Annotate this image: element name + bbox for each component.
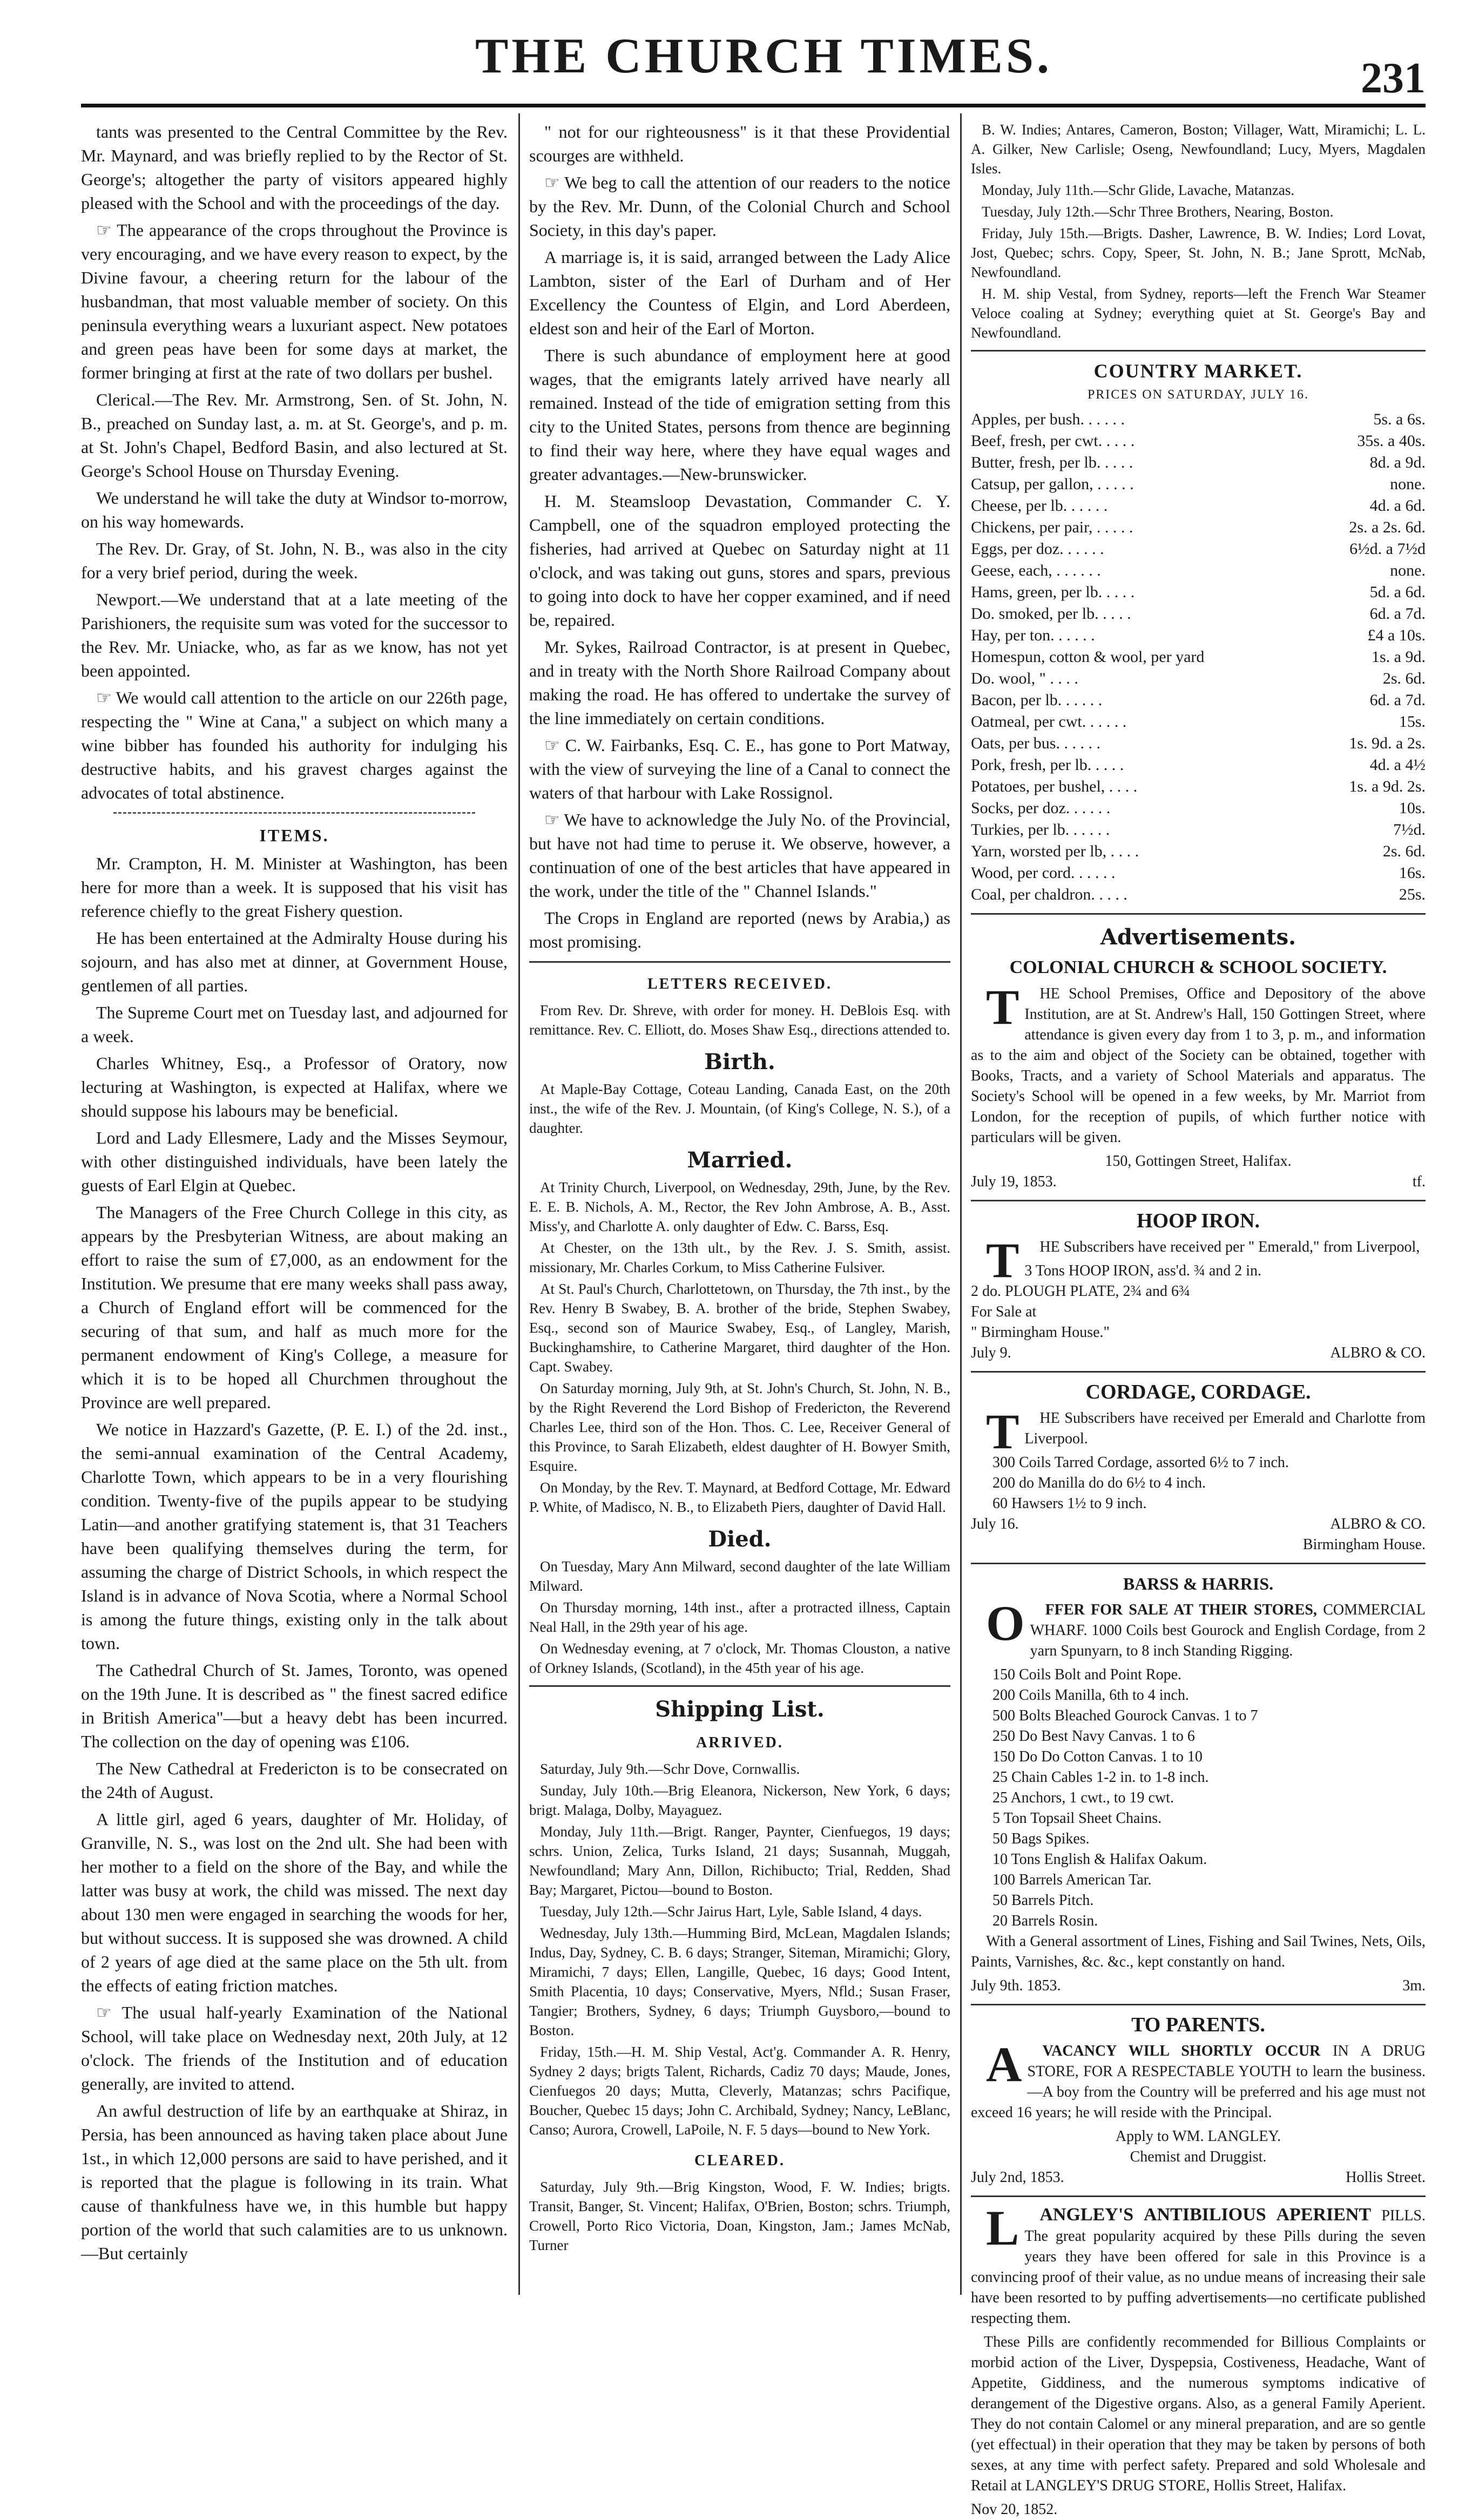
cleared-text: Saturday, July 9th.—Brig Kingston, Wood, F. W. Indies; brigts. Transit, Banger, St. Vincent; Halifax, O'Brien, Boston; schrs. Triumph, Crowell, Porto Rico Victoria, Doan, Kingston, Jam.; James McNab, Turner <box>529 2179 950 2253</box>
market-row <box>971 582 1426 603</box>
column-1-paragraphs <box>81 120 508 805</box>
parents-headline: VACANCY WILL SHORTLY OCCUR <box>1042 2043 1321 2059</box>
barss-line: 5 Ton Topsail Sheet Chains. <box>992 1810 1162 1827</box>
barss-line: 100 Barrels American Tar. <box>992 1872 1152 1888</box>
market-price: £4 a 10s. <box>1367 626 1426 644</box>
barss-advert <box>971 1572 1426 1996</box>
marriage-notice: On Monday, by the Rev. T. Maynard, at Bedford Cottage, Mr. Edward P. White, of Madisco, N. B., to Elizabeth Piers, daughter of David Hall. <box>529 1479 950 1515</box>
market-row <box>971 754 1426 776</box>
market-price: 7½d. <box>1393 821 1426 839</box>
cordage-line: 200 do Manilla do do 6½ to 4 inch. <box>992 1475 1206 1491</box>
item-paragraph: The New Cathedral at Fredericton is to be consecrated on the 24th of August. <box>81 1759 508 1802</box>
shipping-entry: B. W. Indies; Antares, Cameron, Boston; Villager, Watt, Miramichi; L. L. A. Gilker, New Carlisle; Oseng, Newfoundland; Lucy, Myers, Magdalen Isles. <box>971 121 1426 177</box>
shipping-continued <box>971 120 1426 342</box>
column-rule-2 <box>960 113 962 2295</box>
market-item: Do. wool, " . . . . <box>971 670 1078 687</box>
hoop-iron-advert <box>971 1209 1426 1363</box>
market-item: Socks, per doz. . . . . . <box>971 799 1111 817</box>
article-paragraph: ☞ We beg to call the attention of our readers to the notice by the Rev. Mr. Dunn, of the Colonial Church and School Society, in this day's paper. <box>529 173 950 240</box>
divider <box>529 1685 950 1687</box>
item-paragraph: He has been entertained at the Admiralty House during his sojourn, and has also met at dinner, at Government House, gentlemen of all parties. <box>81 928 508 995</box>
barss-line: 10 Tons English & Halifax Oakum. <box>992 1851 1207 1868</box>
cleared-heading: CLEARED. <box>694 2152 785 2169</box>
barss-lines <box>971 1665 1426 1931</box>
market-price: none. <box>1390 475 1426 493</box>
barss-footer: With a General assortment of Lines, Fishing and Sail Twines, Nets, Oils, Paints, Varnishes, &c. &c., kept constantly on hand. <box>971 1933 1426 1970</box>
article-paragraph: ☞ The appearance of the crops throughout the Province is very encouraging, and we have every reason to expect, by the Divine favour, a cheering return for the labour of the husbandman, that most valuable member of society. On this peninsula everything wears a luxuriant aspect. New potatoes and green peas have been for some days at market, the former bringing at first at the rate of two dollars per bushel. <box>81 220 508 382</box>
market-row <box>971 690 1426 711</box>
market-item: Cheese, per lb. . . . . . <box>971 497 1108 515</box>
market-row <box>971 495 1426 517</box>
items-heading: ITEMS. <box>259 826 329 845</box>
market-row <box>971 776 1426 798</box>
article-paragraph: The Crops in England are reported (news by Arabia,) as most promising. <box>529 908 950 951</box>
article-paragraph: Newport.—We understand that at a late meeting of the Parishioners, the requisite sum was voted for the successor to the Rev. Mr. Uniacke, who, as far as we know, has not yet been appointed. <box>81 590 508 680</box>
items-list <box>81 852 508 2265</box>
market-row <box>971 819 1426 841</box>
arrived-list <box>529 1759 950 2139</box>
arrival-entry: Friday, 15th.—H. M. Ship Vestal, Act'g. Commander A. R. Henry, Sydney 2 days; brigts Talent, Richards, Cadiz 70 days; Maude, Jones, Cienfuegos 20 days; Mutta, Cleverly, Matanzas; schrs Pacifique, Boucher, Quebec 15 days; John C. Archibald, Sydney; Nancy, LeBlanc, Canso; Aurora, Crowell, LaPoile, N. F. 5 days—bound to New York. <box>529 2044 950 2138</box>
market-item: Geese, each, . . . . . . <box>971 562 1101 579</box>
article-paragraph: ☞ C. W. Fairbanks, Esq. C. E., has gone to Port Matway, with the view of surveying the line of a Canal to connect the waters of that harbour with Lake Rossignol. <box>529 735 950 802</box>
shipping-entry: Friday, July 15th.—Brigts. Dasher, Lawrence, B. W. Indies; Lord Lovat, Jost, Quebec; schrs. Copy, Speer, St. John, N. B.; Jane Sprott, McNab, Newfoundland. <box>971 225 1426 280</box>
item-paragraph: The Managers of the Free Church College in this city, as appears by the Presbyterian Witness, are about making an effort to raise the sum of £7,000, as an endowment for the Institution. We presume that ere many weeks shall pass away, a Church of England effort will be commenced for the securing of that sum, and half as much more for the permanent endowment of King's College, a measure for which it is to be hoped all Churchmen throughout the Province are well prepared. <box>81 1202 508 1412</box>
cordage-signer: ALBRO & CO. <box>1330 1516 1426 1532</box>
market-price: 6½d. a 7½d <box>1349 540 1426 558</box>
married-heading: Married. <box>687 1147 793 1173</box>
market-item: Pork, fresh, per lb. . . . . <box>971 756 1124 774</box>
drop-cap: A <box>986 2037 1022 2092</box>
market-item: Wood, per cord. . . . . . <box>971 864 1116 882</box>
cordage-signer-place: Birmingham House. <box>1302 1536 1426 1553</box>
market-row <box>971 452 1426 474</box>
market-row <box>971 409 1426 430</box>
divider <box>971 2004 1426 2005</box>
market-row <box>971 603 1426 625</box>
market-row <box>971 474 1426 495</box>
article-paragraph: " not for our righteousness" is it that these Providential scourges are withheld. <box>529 122 950 165</box>
barss-line: 150 Coils Bolt and Point Rope. <box>992 1666 1182 1683</box>
hoop-date: July 9. <box>971 1345 1011 1361</box>
market-price: 35s. a 40s. <box>1357 432 1426 450</box>
barss-line: 250 Do Best Navy Canvas. 1 to 6 <box>992 1728 1195 1745</box>
market-row <box>971 841 1426 862</box>
divider <box>971 2195 1426 2197</box>
marriage-notice: On Saturday morning, July 9th, at St. John's Church, St. John, N. B., by the Right Reverend the Lord Bishop of Fredericton, the Reverend Charles Lee, third son of the Hon. Thos. C. Lee, Receiver General of this Province, to Sarah Elizabeth, eldest daughter of H. Bowyer Smith, Esquire. <box>529 1380 950 1474</box>
barss-tag: 3m. <box>1402 1977 1426 1994</box>
market-item: Chickens, per pair, . . . . . <box>971 518 1133 536</box>
market-item: Oats, per bus. . . . . . <box>971 734 1100 752</box>
arrived-heading: ARRIVED. <box>696 1734 784 1751</box>
barss-line: 20 Barrels Rosin. <box>992 1913 1098 1929</box>
page-number: 231 <box>1361 55 1426 102</box>
market-price: 2s. 6d. <box>1382 842 1426 860</box>
market-subtitle: PRICES ON SATURDAY, JULY 16. <box>1087 388 1309 402</box>
cordage-line: 300 Coils Tarred Cordage, assorted 6½ to 7 inch. <box>992 1454 1289 1471</box>
item-paragraph: Lord and Lady Ellesmere, Lady and the Misses Seymour, with other distinguished individuals, have been lately the guests of Earl Elgin at Quebec. <box>81 1128 508 1195</box>
market-row <box>971 430 1426 452</box>
drop-cap: T <box>986 1233 1019 1288</box>
article-paragraph: We understand he will take the duty at Windsor to-morrow, on his way homewards. <box>81 488 508 531</box>
market-price: 5s. a 6s. <box>1373 410 1426 428</box>
market-row <box>971 733 1426 754</box>
market-price: 8d. a 9d. <box>1369 454 1426 471</box>
item-paragraph: The Supreme Court met on Tuesday last, and adjourned for a week. <box>81 1003 508 1046</box>
market-rows <box>971 409 1426 906</box>
article-paragraph: Clerical.—The Rev. Mr. Armstrong, Sen. of St. John, N. B., preached on Sunday last, a. m. at St. George's, and p. m. at St. John's Chapel, Bedford Basin, and also lectured at St. George's School House on Thursday Evening. <box>81 390 508 481</box>
market-price: 2s. a 2s. 6d. <box>1349 518 1426 536</box>
parents-title: TO PARENTS. <box>1131 2014 1265 2036</box>
market-price: 16s. <box>1399 864 1426 882</box>
shipping-entry: Monday, July 11th.—Schr Glide, Lavache, Matanzas. <box>982 182 1295 198</box>
arrival-entry: Wednesday, July 13th.—Humming Bird, McLean, Magdalen Islands; Indus, Day, Sydney, C. B. 6 days; Stranger, Siteman, Miramichi; Glory, Miramichi, 7 days; Ellen, Langille, Quebec, 16 days; Good Intent, Smith Placentia, 10 days; Conservative, Myers, Nfld.; Susan Fraser, Tangier; Brothers, Sydney, 6 days; Triumph Guysboro,—bound to Boston. <box>529 1925 950 2038</box>
market-price: 1s. a 9d. <box>1372 648 1426 666</box>
ccss-title: COLONIAL CHURCH & SCHOOL SOCIETY. <box>1009 957 1387 977</box>
cordage-advert <box>971 1380 1426 1555</box>
parents-place: Hollis Street. <box>1346 2169 1426 2186</box>
divider <box>971 1563 1426 1564</box>
died-list <box>529 1557 950 1678</box>
column-2-paragraphs <box>529 120 950 954</box>
shipping-entry: Tuesday, July 12th.—Schr Three Brothers, Nearing, Boston. <box>982 204 1334 220</box>
market-row <box>971 538 1426 560</box>
column-rule-1 <box>518 113 520 2295</box>
item-paragraph: The Cathedral Church of St. James, Toronto, was opened on the 19th June. It is described as " the finest sacred edifice in British America"—but a heavy debt has been incurred. The collection on the day of opening was £106. <box>81 1660 508 1751</box>
market-item: Beef, fresh, per cwt. . . . . <box>971 432 1135 450</box>
market-item: Coal, per chaldron. . . . . <box>971 886 1127 903</box>
article-paragraph: The Rev. Dr. Gray, of St. John, N. B., was also in the city for a very brief period, during the week. <box>81 539 508 582</box>
market-price: 10s. <box>1399 799 1426 817</box>
item-paragraph: A little girl, aged 6 years, daughter of Mr. Holiday, of Granville, N. S., was lost on the 2nd ult. She had been with her mother to a field on the shore of the Bay, and while the latter was busy at work, the child was missed. The next day about 130 men were engaged in searching the woods for her, but without success. It is supposed she was drowned. A child of 2 years of age died at the same place on the 5th ult. from the effects of eating friction matches. <box>81 1809 508 1995</box>
marriage-notice: At Trinity Church, Liverpool, on Wednesday, 29th, June, by the Rev. E. E. B. Nichols, A. M., Rector, the Rev John Ambrose, A. B., Asst. Miss'y, and Charlotte A. only daughter of Edw. C. Barss, Esq. <box>529 1179 950 1234</box>
died-heading: Died. <box>708 1526 772 1552</box>
column-1 <box>81 120 508 2301</box>
marriage-notice: At St. Paul's Church, Charlottetown, on Thursday, the 7th inst., by the Rev. Henry B Swabey, B. A. brother of the bride, Stephen Swabey, Esq., second son of Maurice Swabey, Esq., of Langley, Marish, Buckinghamshire, to Catherine Margaret, third daughter of the Hon. Capt. Swabey. <box>529 1281 950 1375</box>
cordage-body: HE Subscribers have received per Emerald and Charlotte from Liverpool. <box>1024 1410 1426 1447</box>
pills-body: PILLS. The great popularity acquired by these Pills during the seven years they have been offered for sale in this Province is a convincing proof of their value, as no undue means of increasing their sale have been resorted to by puffing advertisements—no certificate published respecting them. <box>971 2207 1426 2327</box>
market-row <box>971 798 1426 819</box>
article-paragraph: ☞ We have to acknowledge the July No. of the Provincial, but have not had time to peruse it. We observe, however, a continuation of one of the best articles that have appeared in the work, under the title of the " Channel Islands." <box>529 810 950 901</box>
divider <box>529 961 950 963</box>
market-row <box>971 884 1426 906</box>
country-market <box>971 359 1426 906</box>
market-price: 1s. a 9d. 2s. <box>1349 778 1426 795</box>
birth-heading: Birth. <box>704 1049 775 1075</box>
parents-apply-2: Chemist and Druggist. <box>1130 2149 1267 2165</box>
market-row <box>971 668 1426 690</box>
ccss-date: July 19, 1853. <box>971 1173 1057 1190</box>
marriage-notice: At Chester, on the 13th ult., by the Rev. J. S. Smith, assist. missionary, Mr. Charles Corkum, to Miss Catherine Fulsiver. <box>529 1240 950 1275</box>
hoop-line: 2 do. PLOUGH PLATE, 2¾ and 6¾ <box>971 1283 1190 1300</box>
market-title: COUNTRY MARKET. <box>1093 360 1303 382</box>
market-row <box>971 711 1426 733</box>
market-item: Butter, fresh, per lb. . . . . <box>971 454 1133 471</box>
article-paragraph: A marriage is, it is said, arranged between the Lady Alice Lambton, sister of the Earl of Durham and of Her Excellency the Countess of Elgin, and Lord Aberdeen, eldest son and heir of the Earl of Morton. <box>529 247 950 338</box>
hoop-title: HOOP IRON. <box>1136 1210 1260 1232</box>
birth-text: At Maple-Bay Cottage, Coteau Landing, Canada East, on the 20th inst., the wife of the Rev. J. Mountain, (of King's College, N. S.), of a daughter. <box>529 1081 950 1136</box>
market-price: 6d. a 7d. <box>1369 605 1426 623</box>
market-item: Do. smoked, per lb. . . . . <box>971 605 1131 623</box>
ccss-advert <box>971 956 1426 1192</box>
pills-advert <box>971 2200 1426 2520</box>
barss-line: 150 Do Do Cotton Canvas. 1 to 10 <box>992 1748 1203 1765</box>
hoop-line: For Sale at <box>971 1303 1037 1320</box>
ccss-body: HE School Premises, Office and Depository of the above Institution, are at St. Andrew's Hall, 150 Gottingen Street, where attendance is given every day from 1 to 3, p. m., and information as to the aim and object of the Society can be obtained, together with Books, Tracts, and a variety of School Materials and apparatus. The Society's School will be opened in a few weeks, by Mr. Marriot from London, for the reception of pupils, of which further notice with particulars will be given. <box>971 985 1426 1146</box>
market-item: Eggs, per doz. . . . . . <box>971 540 1104 558</box>
arrival-entry: Saturday, July 9th.—Schr Dove, Cornwallis. <box>540 1761 800 1777</box>
pills-date: Nov 20, 1852. <box>971 2501 1058 2518</box>
column-3 <box>971 120 1426 2518</box>
barss-line: 25 Chain Cables 1-2 in. to 1-8 inch. <box>992 1769 1209 1786</box>
divider <box>113 812 475 814</box>
market-price: 5d. a 6d. <box>1369 583 1426 601</box>
article-paragraph: There is such abundance of employment here at good wages, that the emigrants lately arrived have nearly all remained. Instead of the tide of emigration setting from this city to the United States, persons from thence are beginning to find their way here, where they have equal wages and greater advantages.—New-brunswicker. <box>529 346 950 484</box>
market-item: Oatmeal, per cwt. . . . . . <box>971 713 1127 731</box>
parents-apply: Apply to WM. LANGLEY. <box>1115 2128 1281 2145</box>
barss-headline: FFER FOR SALE AT THEIR STORES, <box>1045 1602 1317 1618</box>
death-notice: On Tuesday, Mary Ann Milward, second daughter of the late William Milward. <box>529 1558 950 1594</box>
masthead-rule <box>81 104 1426 107</box>
divider <box>971 1371 1426 1373</box>
market-item: Homespun, cotton & wool, per yard <box>971 648 1205 666</box>
arrival-entry: Tuesday, July 12th.—Schr Jairus Hart, Lyle, Sable Island, 4 days. <box>540 1903 922 1920</box>
item-paragraph: ☞ The usual half-yearly Examination of the National School, will take place on Wednesday next, 20th July, at 12 o'clock. The friends of the Institution and of education generally, are invited to attend. <box>81 2003 508 2093</box>
item-paragraph: An awful destruction of life by an earthquake at Shiraz, in Persia, has been announced as having taken place about June 1st., in which 12,000 persons are said to have perished, and it is reported that the plague is following in its train. What cause of thankfulness have we, in this humble but happy portion of the world that such calamities are to us unknown.—But certainly <box>81 2101 508 2263</box>
pills-body-2: These Pills are confidently recommended for Billious Complaints or morbid action of the Liver, Dyspepsia, Costiveness, Headache, Want of Appetite, Giddiness, and the numerous symptoms indicative of derangement of the Digestive organs. Also, as a general Family Aperient. They do not contain Calomel or any mineral preparation, and are so gentle (yet effectual) in their operation that they may be taken by persons of both sexes, at any time with perfect safety. Prepared and sold Wholesale and Retail at LANGLEY'S DRUG STORE, Hollis Street, Halifax. <box>971 2334 1426 2494</box>
cordage-line: 60 Hawsers 1½ to 9 inch. <box>992 1495 1147 1512</box>
market-item: Catsup, per gallon, . . . . . <box>971 475 1134 493</box>
death-notice: On Thursday morning, 14th inst., after a protracted illness, Captain Neal Hall, in the 29th year of his age. <box>529 1599 950 1635</box>
market-price: 15s. <box>1399 713 1426 731</box>
article-paragraph: tants was presented to the Central Committee by the Rev. Mr. Maynard, and was briefly replied to by the Rector of St. George's; altogether the party of visitors appeared highly pleased with the School and with the proceedings of the day. <box>81 122 508 213</box>
hoop-lines <box>971 1261 1426 1343</box>
arrival-entry: Sunday, July 10th.—Brig Eleanora, Nickerson, New York, 6 days; brigt. Malaga, Dolby, Mayaguez. <box>529 1782 950 1818</box>
drop-cap: L <box>986 2200 1019 2255</box>
barss-date: July 9th. 1853. <box>971 1977 1061 1994</box>
hoop-line: 3 Tons HOOP IRON, ass'd. ¾ and 2 in. <box>1024 1262 1262 1279</box>
market-price: none. <box>1390 562 1426 579</box>
arrival-entry: Monday, July 11th.—Brigt. Ranger, Paynter, Cienfuegos, 19 days; schrs. Union, Zelica, Turks Island, 21 days; Susannah, Muggah, Newfoundland; Mary Ann, Dillon, Richibucto; Trial, Redden, Shad Bay; Margaret, Pictou—bound to Boston. <box>529 1823 950 1898</box>
drop-cap: T <box>986 1404 1019 1459</box>
market-row <box>971 517 1426 538</box>
married-list <box>529 1178 950 1517</box>
shipping-heading: Shipping List. <box>655 1697 825 1722</box>
parents-advert <box>971 2013 1426 2188</box>
market-item: Hay, per ton. . . . . . <box>971 626 1095 644</box>
barss-body: COMMERCIAL WHARF. 1000 Coils best Gourock and English Cordage, from 2 yarn Spunyarn, to 8 inch Standing Rigging. <box>1030 1602 1426 1659</box>
market-item: Bacon, per lb. . . . . . <box>971 691 1103 709</box>
item-paragraph: Mr. Crampton, H. M. Minister at Washington, has been here for more than a week. It is supposed that his visit has reference chiefly to the great Fishery question. <box>81 854 508 921</box>
barss-line: 50 Bags Spikes. <box>992 1830 1090 1847</box>
ccss-address: 150, Gottingen Street, Halifax. <box>1105 1153 1292 1170</box>
divider <box>971 913 1426 915</box>
advertisements-heading: Advertisements. <box>1100 924 1296 950</box>
article-paragraph: Mr. Sykes, Railroad Contractor, is at present in Quebec, and in treaty with the North Shore Railroad Company about making the road. He has offered to undertake the survey of the line immediately on certain conditions. <box>529 637 950 728</box>
hoop-line: " Birmingham House." <box>971 1324 1110 1341</box>
divider <box>971 350 1426 352</box>
drop-cap: O <box>986 1596 1025 1651</box>
shipping-entry: H. M. ship Vestal, from Sydney, reports—left the French War Steamer Veloce coaling at Sydney; everything quiet at St. George's Bay and Newfoundland. <box>971 286 1426 341</box>
drop-cap: T <box>986 979 1019 1035</box>
market-item: Yarn, worsted per lb, . . . . <box>971 842 1139 860</box>
market-row <box>971 560 1426 582</box>
market-row <box>971 625 1426 646</box>
market-price: 4d. a 6d. <box>1369 497 1426 515</box>
market-item: Potatoes, per bushel, . . . . <box>971 778 1138 795</box>
death-notice: On Wednesday evening, at 7 o'clock, Mr. Thomas Clouston, a native of Orkney Islands, (Scotland), in the 45th year of his age. <box>529 1640 950 1676</box>
masthead-title: THE CHURCH TIMES. <box>475 28 1053 83</box>
market-price: 25s. <box>1399 886 1426 903</box>
market-price: 4d. a 4½ <box>1369 756 1426 774</box>
cordage-title: CORDAGE, CORDAGE. <box>1085 1381 1311 1403</box>
parents-body: IN A DRUG STORE, FOR A RESPECTABLE YOUTH to learn the business.—A boy from the Country will be preferred and his age must not exceed 16 years; he will reside with the Principal. <box>971 2043 1426 2121</box>
column-2 <box>529 120 950 2301</box>
market-price: 6d. a 7d. <box>1369 691 1426 709</box>
market-row <box>971 862 1426 884</box>
item-paragraph: Charles Whitney, Esq., a Professor of Oratory, now lecturing at Washington, is expected at Halifax, where we should suppose his labours may be beneficial. <box>81 1053 508 1120</box>
letters-heading: LETTERS RECEIVED. <box>647 976 832 992</box>
barss-line: 25 Anchors, 1 cwt., to 19 cwt. <box>992 1789 1174 1806</box>
divider <box>971 1200 1426 1201</box>
letters-text: From Rev. Dr. Shreve, with order for money. H. DeBlois Esq. with remittance. Rev. C. Elliott, do. Moses Shaw Esq., directions attended to. <box>529 1002 950 1038</box>
market-row <box>971 646 1426 668</box>
barss-title: BARSS & HARRIS. <box>1123 1574 1274 1593</box>
pills-title: ANGLEY'S ANTIBILIOUS APERIENT <box>1039 2205 1372 2225</box>
cordage-lines <box>971 1452 1426 1514</box>
market-price: 2s. 6d. <box>1382 670 1426 687</box>
article-paragraph: H. M. Steamsloop Devastation, Commander C. Y. Campbell, one of the squadron employed protecting the fisheries, had arrived at Quebec on Saturday night at 11 o'clock, and was taking out guns, stores and spars, previous to going into dock to have her copper examined, and if need be, repaired. <box>529 491 950 630</box>
market-price: 1s. 9d. a 2s. <box>1349 734 1426 752</box>
barss-line: 50 Barrels Pitch. <box>992 1892 1094 1909</box>
cordage-date: July 16. <box>971 1516 1019 1532</box>
ccss-tag: tf. <box>1412 1173 1426 1190</box>
market-item: Hams, green, per lb. . . . . <box>971 583 1135 601</box>
hoop-signer: ALBRO & CO. <box>1330 1345 1426 1361</box>
article-paragraph: ☞ We would call attention to the article on our 226th page, respecting the " Wine at Cana," a subject on which many a wine bibber has founded his authority for indulging his destructive habits, and his gravest charges against the advocates of total abstinence. <box>81 688 508 802</box>
barss-line: 500 Bolts Bleached Gourock Canvas. 1 to 7 <box>992 1707 1258 1724</box>
hoop-body: HE Subscribers have received per " Emerald," from Liverpool, <box>1039 1239 1420 1255</box>
barss-line: 200 Coils Manilla, 6th to 4 inch. <box>992 1687 1189 1704</box>
market-item: Apples, per bush. . . . . . <box>971 410 1125 428</box>
parents-date: July 2nd, 1853. <box>971 2169 1064 2186</box>
item-paragraph: We notice in Hazzard's Gazette, (P. E. I.) of the 2d. inst., the semi-annual examination of the Central Academy, Charlotte Town, which appears to be in a very flourishing condition. Twenty-five of the pupils appear to be studying Latin—and another gratifying statement is, that 31 Teachers have been qualifying themselves during the term, for assuming the charge of District Schools, in which respect the Island is in advance of Nova Scotia, where a Normal School is among the future things, existing only in the talk about town. <box>81 1420 508 1653</box>
market-item: Turkies, per lb. . . . . . <box>971 821 1110 839</box>
